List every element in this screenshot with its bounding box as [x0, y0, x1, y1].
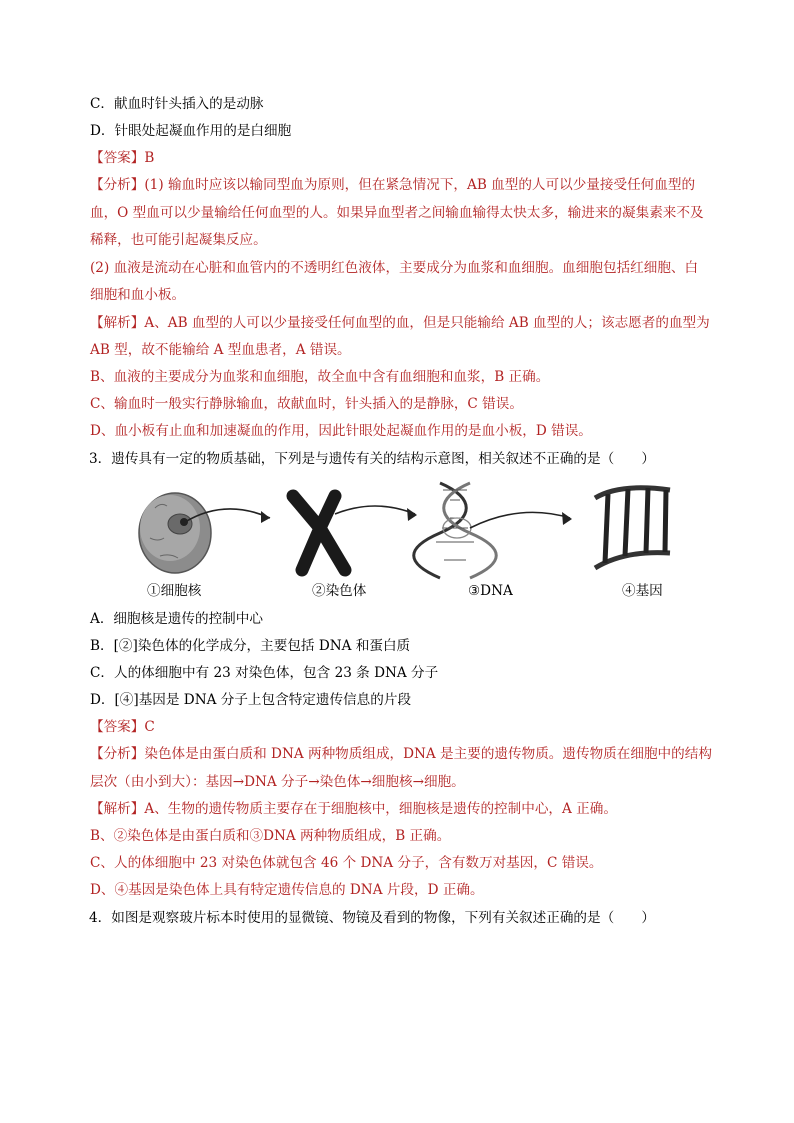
analysis-tag: 【分析】 [90, 746, 145, 762]
caption-gene: ④基因 [622, 583, 663, 599]
analysis-line: 稀释，也可能引起凝集反应。 [90, 232, 267, 248]
arrow-icon [335, 506, 415, 514]
caption-chromosome: ②染色体 [312, 583, 367, 599]
answer-line [90, 149, 154, 167]
analysis-text: (1) 输血时应该以输同型血为原则，但在紧急情况下，AB 血型的人可以少量接受任何血型的 [144, 177, 696, 193]
explain-line: D、血小板有止血和加速凝血的作用，因此针眼处起凝血作用的是血小板，D 错误。 [90, 423, 592, 439]
question-stem: 3．遗传具有一定的物质基础，下列是与遗传有关的结构示意图，相关叙述不正确的是（ ） [89, 451, 655, 467]
explain-line: B、②染色体是由蛋白质和③DNA 两种物质组成，B 正确。 [90, 828, 451, 844]
arrow-icon [562, 512, 572, 525]
analysis-line: (2) 血液是流动在心脏和血管内的不透明红色液体，主要成分为血浆和血细胞。血细胞包括红细胞、白 [90, 260, 699, 276]
explain-text: A、生物的遗传物质主要存在于细胞核中，细胞核是遗传的控制中心，A 正确。 [144, 801, 617, 817]
answer-tag: 【答案】 [90, 150, 145, 166]
analysis-line [90, 745, 712, 763]
caption-nucleus: ①细胞核 [147, 583, 202, 599]
explain-text: A、AB 血型的人可以少量接受任何血型的血，但是只能输给 AB 血型的人；该志愿者的血型为 [144, 315, 710, 331]
explain-line: D、④基因是染色体上具有特定遗传信息的 DNA 片段，D 正确。 [90, 882, 484, 898]
analysis-line: 细胞和血小板。 [90, 287, 186, 303]
analysis-tag: 【分析】 [90, 177, 145, 193]
arrow-icon [261, 511, 270, 523]
explain-line: AB 型，故不能输给 A 型血患者，A 错误。 [90, 342, 351, 358]
option-b: B．[②]染色体的化学成分，主要包括 DNA 和蛋白质 [90, 638, 411, 654]
chromosome-image [293, 496, 345, 570]
option-a: A．细胞核是遗传的控制中心 [90, 611, 263, 627]
cell-nucleus-image [139, 493, 211, 573]
analysis-text: 染色体是由蛋白质和 DNA 两种物质组成，DNA 是主要的遗传物质。遗传物质在细胞中的结构 [144, 746, 712, 762]
explain-tag: 【解析】 [90, 315, 145, 331]
answer-value: B [144, 150, 155, 166]
explain-line: C、人的体细胞中 23 对染色体就包含 46 个 DNA 分子，含有数万对基因，C 错误。 [90, 855, 603, 871]
answer-line [90, 718, 155, 736]
option-d: D．针眼处起凝血作用的是白细胞 [90, 123, 292, 139]
answer-value: C [144, 719, 155, 735]
analysis-line: 层次（由小到大）：基因→DNA 分子→染色体→细胞核→细胞。 [90, 774, 465, 790]
question-stem: 4．如图是观察玻片标本时使用的显微镜、物镜及看到的物像，下列有关叙述正确的是（ ） [89, 910, 655, 926]
analysis-line: 血，O 型血可以少量输给任何血型的人。如果异血型者之间输血输得太快太多，输进来的凝集素来不及 [90, 205, 704, 221]
heredity-diagram [130, 478, 690, 583]
option-c: C．献血时针头插入的是动脉 [90, 96, 264, 112]
caption-dna: ③DNA [468, 583, 513, 599]
explain-line [90, 314, 710, 332]
explain-line: B、血液的主要成分为血浆和血细胞，故全血中含有血细胞和血浆，B 正确。 [90, 369, 550, 385]
answer-tag: 【答案】 [90, 719, 145, 735]
explain-tag: 【解析】 [90, 801, 145, 817]
dna-helix-image [414, 483, 497, 578]
analysis-line [90, 176, 695, 194]
arrow-icon [407, 508, 417, 521]
arrow-icon [470, 512, 570, 528]
explain-line: C、输血时一般实行静脉输血，故献血时，针头插入的是静脉，C 错误。 [90, 396, 523, 412]
option-c: C．人的体细胞中有 23 对染色体，包含 23 条 DNA 分子 [90, 665, 439, 681]
option-d: D．[④]基因是 DNA 分子上包含特定遗传信息的片段 [90, 692, 412, 708]
gene-segment-image [595, 488, 670, 568]
explain-line [90, 800, 617, 818]
